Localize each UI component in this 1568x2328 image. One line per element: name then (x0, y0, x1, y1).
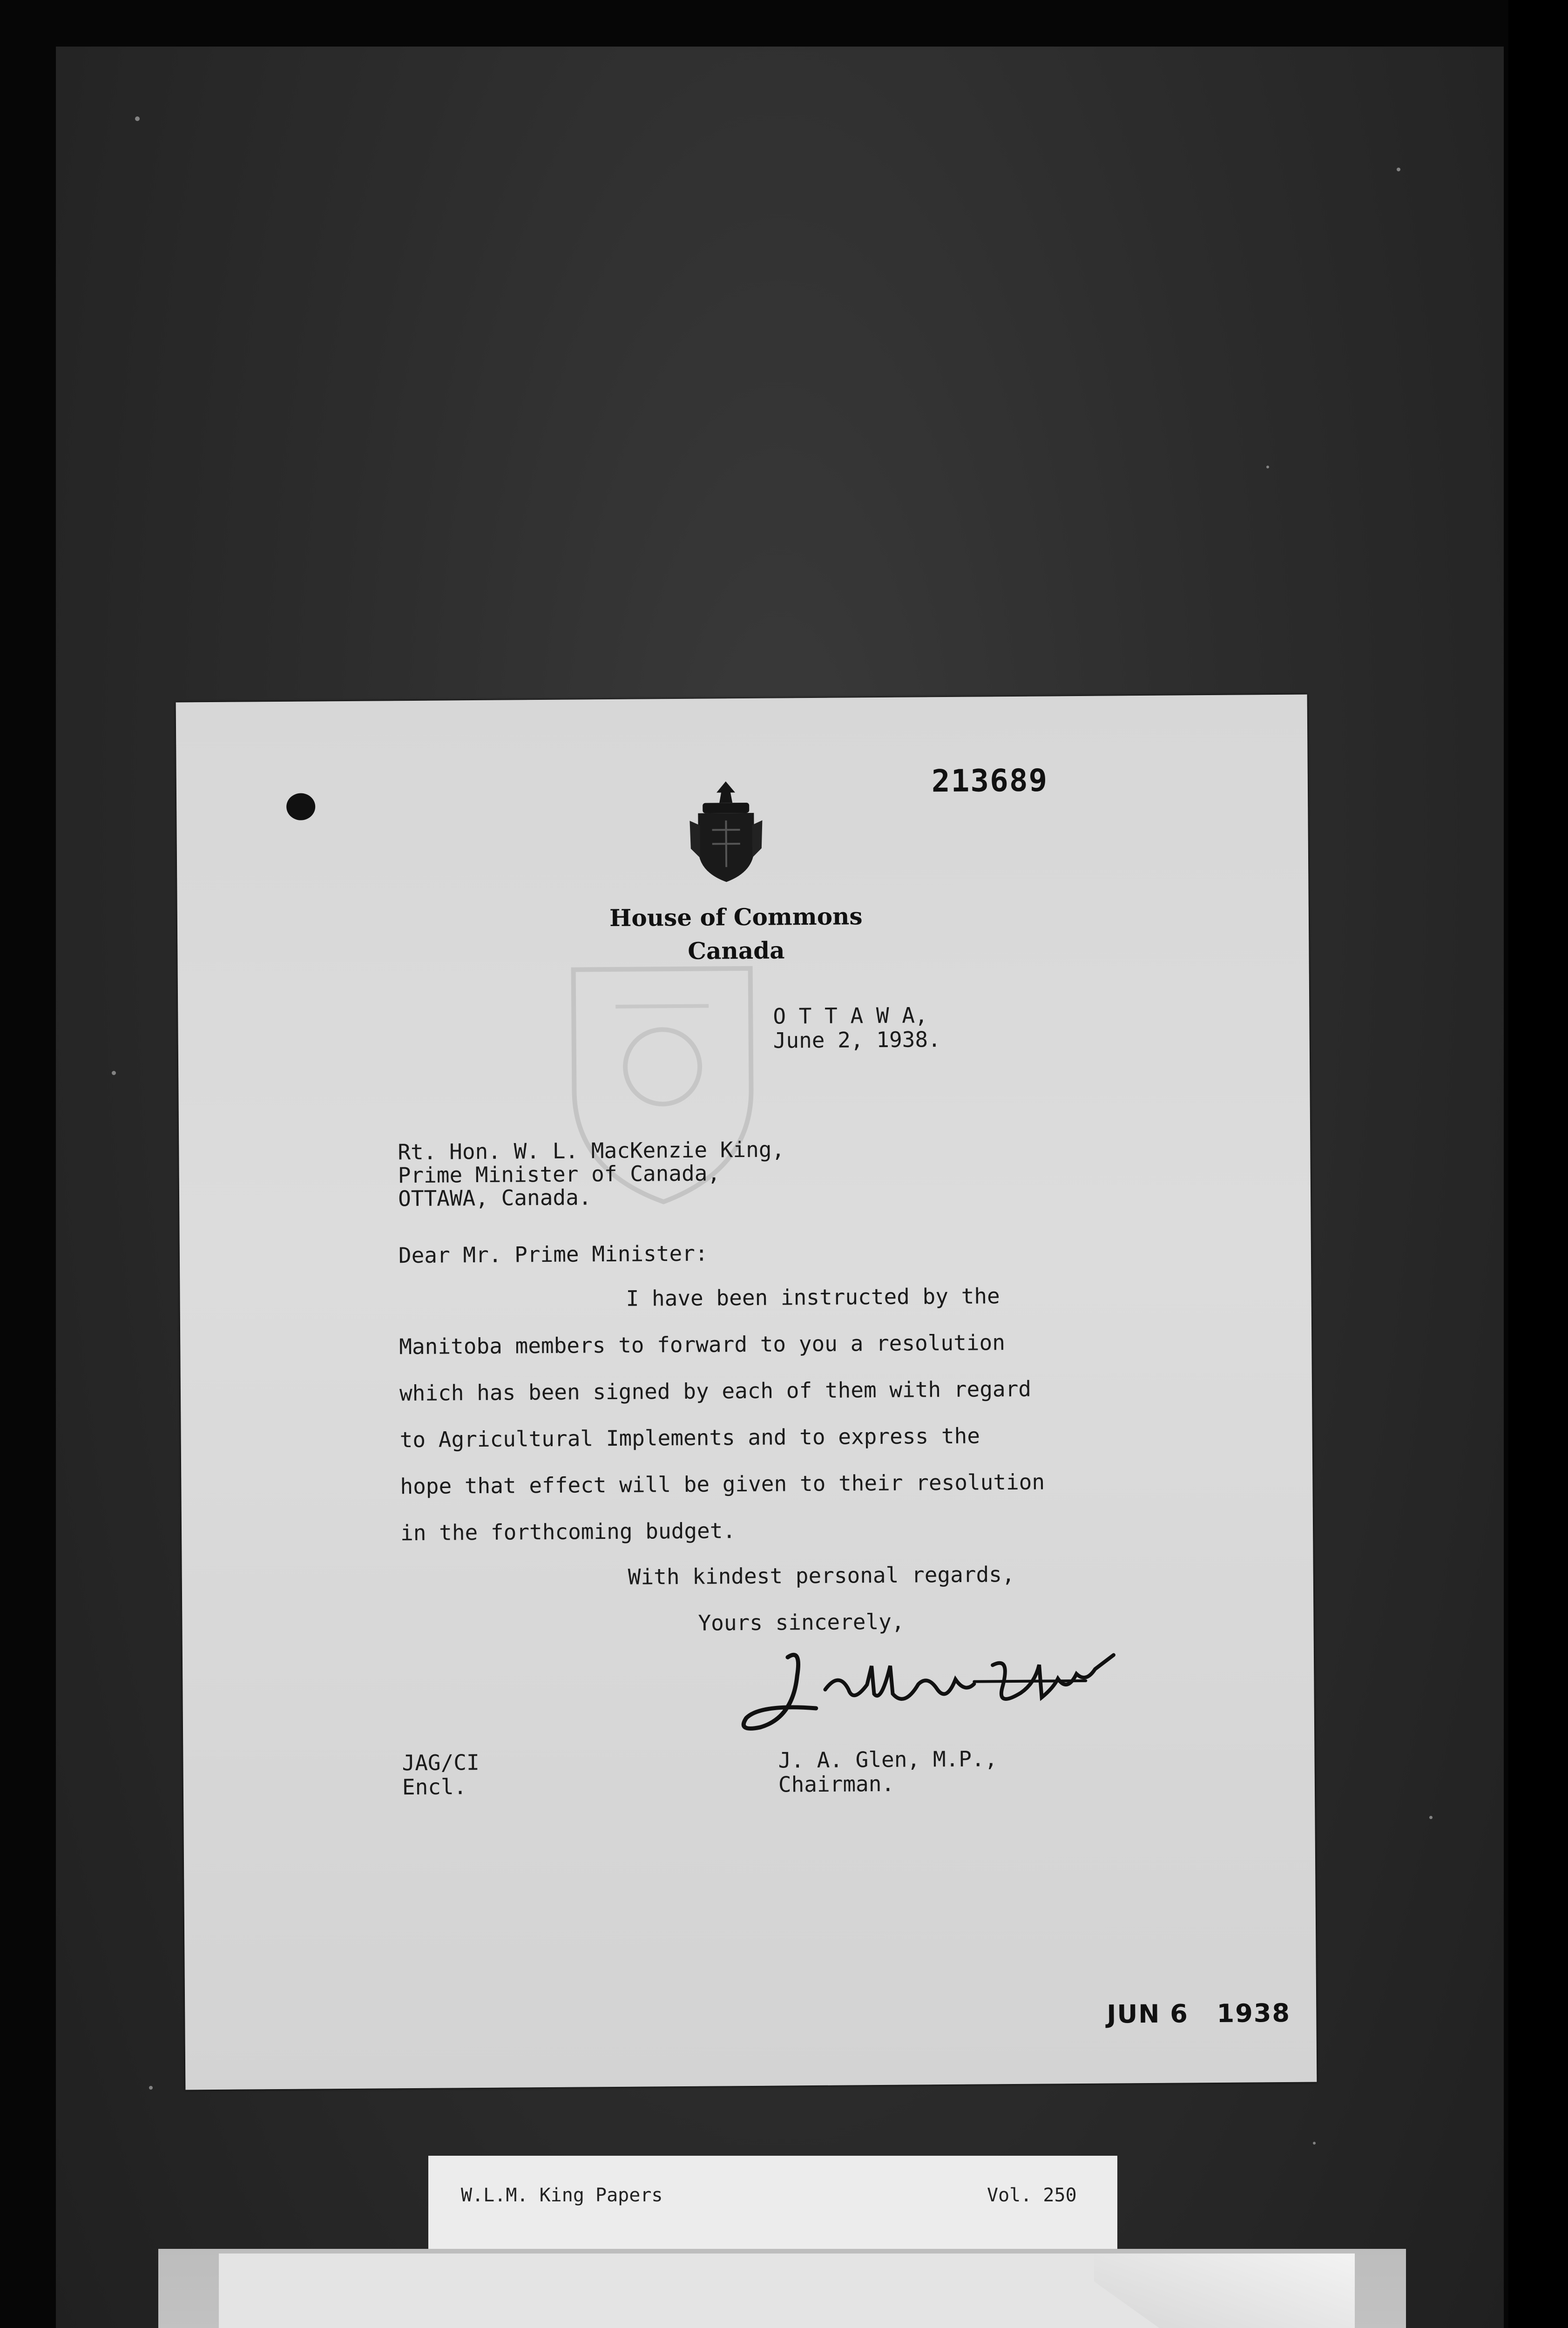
closing-valediction: Yours sincerely, (698, 1609, 905, 1636)
punch-hole (286, 793, 315, 820)
body-line-6: in the forthcoming budget. (400, 1518, 736, 1546)
body-line-4: to Agricultural Implements and to express the (399, 1423, 980, 1453)
stamp-year: 1938 (1217, 1998, 1291, 2028)
archive-card (158, 2249, 1406, 2328)
recipient-line-2: Prime Minister of Canada, (398, 1160, 721, 1188)
salutation: Dear Mr. Prime Minister: (398, 1240, 708, 1268)
coat-of-arms-icon (684, 778, 769, 886)
signatory-name: J. A. Glen, M.P., (778, 1746, 998, 1773)
collection-label (428, 2156, 1117, 2249)
received-stamp (1107, 1998, 1291, 2029)
film-edge (1508, 0, 1568, 2328)
signatory-title: Chairman. (778, 1771, 895, 1797)
archive-card-face (219, 2254, 1345, 2328)
handwritten-signature (732, 1636, 1133, 1741)
dust-speck (149, 2086, 153, 2090)
dust-speck (1429, 1816, 1433, 1819)
recipient-line-3: OTTAWA, Canada. (398, 1184, 592, 1211)
letter-page (176, 695, 1317, 2090)
collection-name: W.L.M. King Papers (461, 2185, 663, 2206)
letterhead-country: Canada (688, 936, 785, 965)
body-line-2: Manitoba members to forward to you a resolution (399, 1330, 1006, 1360)
body-line-5: hope that effect will be given to their resolution (400, 1469, 1045, 1499)
letter-date: June 2, 1938. (773, 1027, 941, 1053)
dust-speck (1313, 2142, 1316, 2145)
torn-paper-corner (1094, 2254, 1355, 2328)
letterhead-house: House of Commons (609, 902, 863, 932)
dust-speck (1266, 466, 1269, 468)
body-line-3: which has been signed by each of them with regard (399, 1376, 1032, 1406)
stamp-day: JUN 6 (1107, 1999, 1189, 2029)
dust-speck (112, 1071, 116, 1075)
reference-initials: JAG/CI (402, 1750, 480, 1776)
place-city: O T T A W A, (773, 1002, 928, 1029)
recipient-line-1: Rt. Hon. W. L. MacKenzie King, (398, 1137, 785, 1165)
document-number: 213689 (931, 762, 1048, 799)
closing-regards: With kindest personal regards, (628, 1561, 1015, 1590)
dust-speck (1397, 168, 1400, 171)
volume-number: Vol. 250 (987, 2185, 1077, 2206)
enclosure-note: Encl. (402, 1774, 467, 1800)
body-line-1: I have been instructed by the (626, 1283, 1000, 1311)
dust-speck (135, 116, 140, 121)
